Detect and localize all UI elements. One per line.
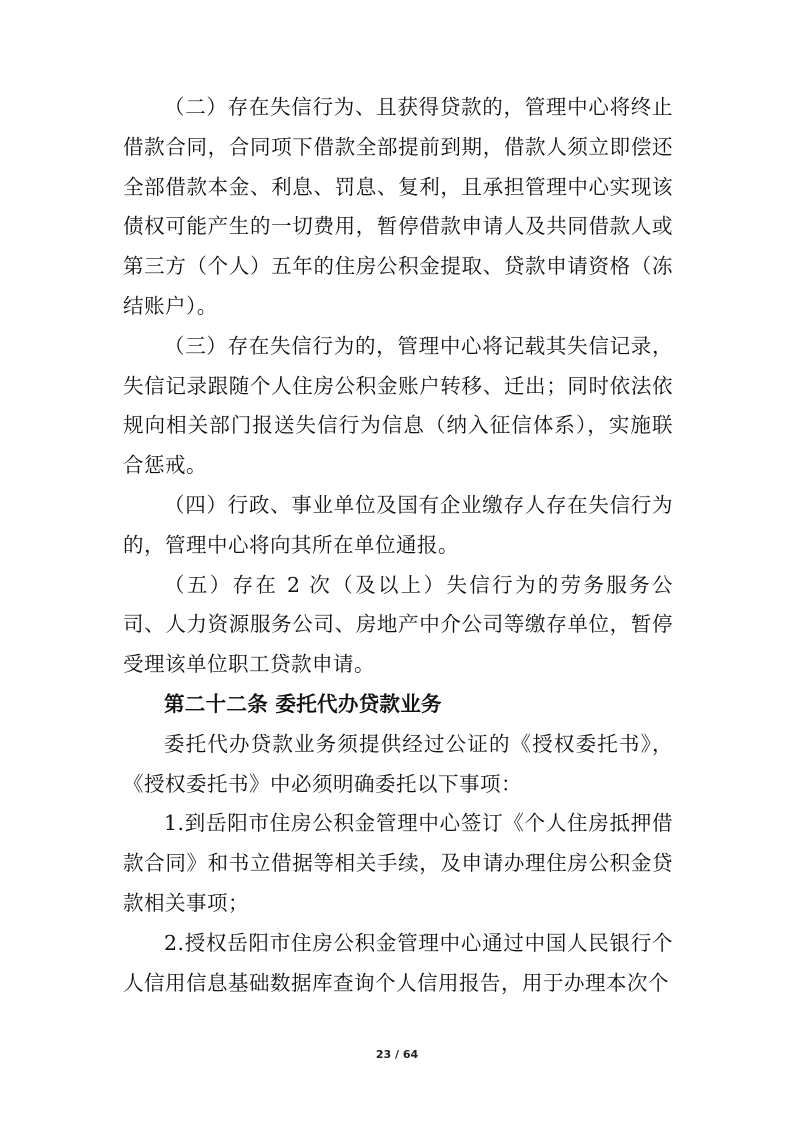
page-number: 23 / 64 <box>375 1048 419 1061</box>
document-body <box>123 88 673 1003</box>
paragraph-intro: 委托代办贷款业务须提供经过公证的《授权委托书》，《授权委托书》中必须明确委托以下事项： <box>123 731 673 796</box>
list-item-1: 1.到岳阳市住房公积金管理中心签订《个人住房抵押借款合同》和书立借据等相关手续，及申请办理住房公积金贷款相关事项； <box>123 811 673 915</box>
article-heading: 第二十二条 委托代办贷款业务 <box>164 691 442 716</box>
paragraph-item-2: （二）存在失信行为、且获得贷款的，管理中心将终止借款合同，合同项下借款全部提前到期，借款人须立即偿还全部借款本金、利息、罚息、复利，且承担管理中心实现该债权可能产生的一切费用，暂停借款申请人及共同借款人或第三方（个人）五年的住房公积金提取、贷款申请资格（冻结账户）。 <box>123 95 673 318</box>
paragraph-item-3: （三）存在失信行为的，管理中心将记载其失信记录，失信记录跟随个人住房公积金账户转移、迁出；同时依法依规向相关部门报送失信行为信息（纳入征信体系），实施联合惩戒。 <box>123 333 673 478</box>
paragraph-item-5: （五）存在 2 次（及以上）失信行为的劳务服务公司、人力资源服务公司、房地产中介公司等缴存单位，暂停受理该单位职工贷款申请。 <box>123 572 673 677</box>
list-item-2: 2.授权岳阳市住房公积金管理中心通过中国人民银行个人信用信息基础数据库查询个人信用报告，用于办理本次个 <box>123 930 673 995</box>
paragraph-item-4: （四）行政、事业单位及国有企业缴存人存在失信行为的，管理中心将向其所在单位通报。 <box>123 492 673 557</box>
